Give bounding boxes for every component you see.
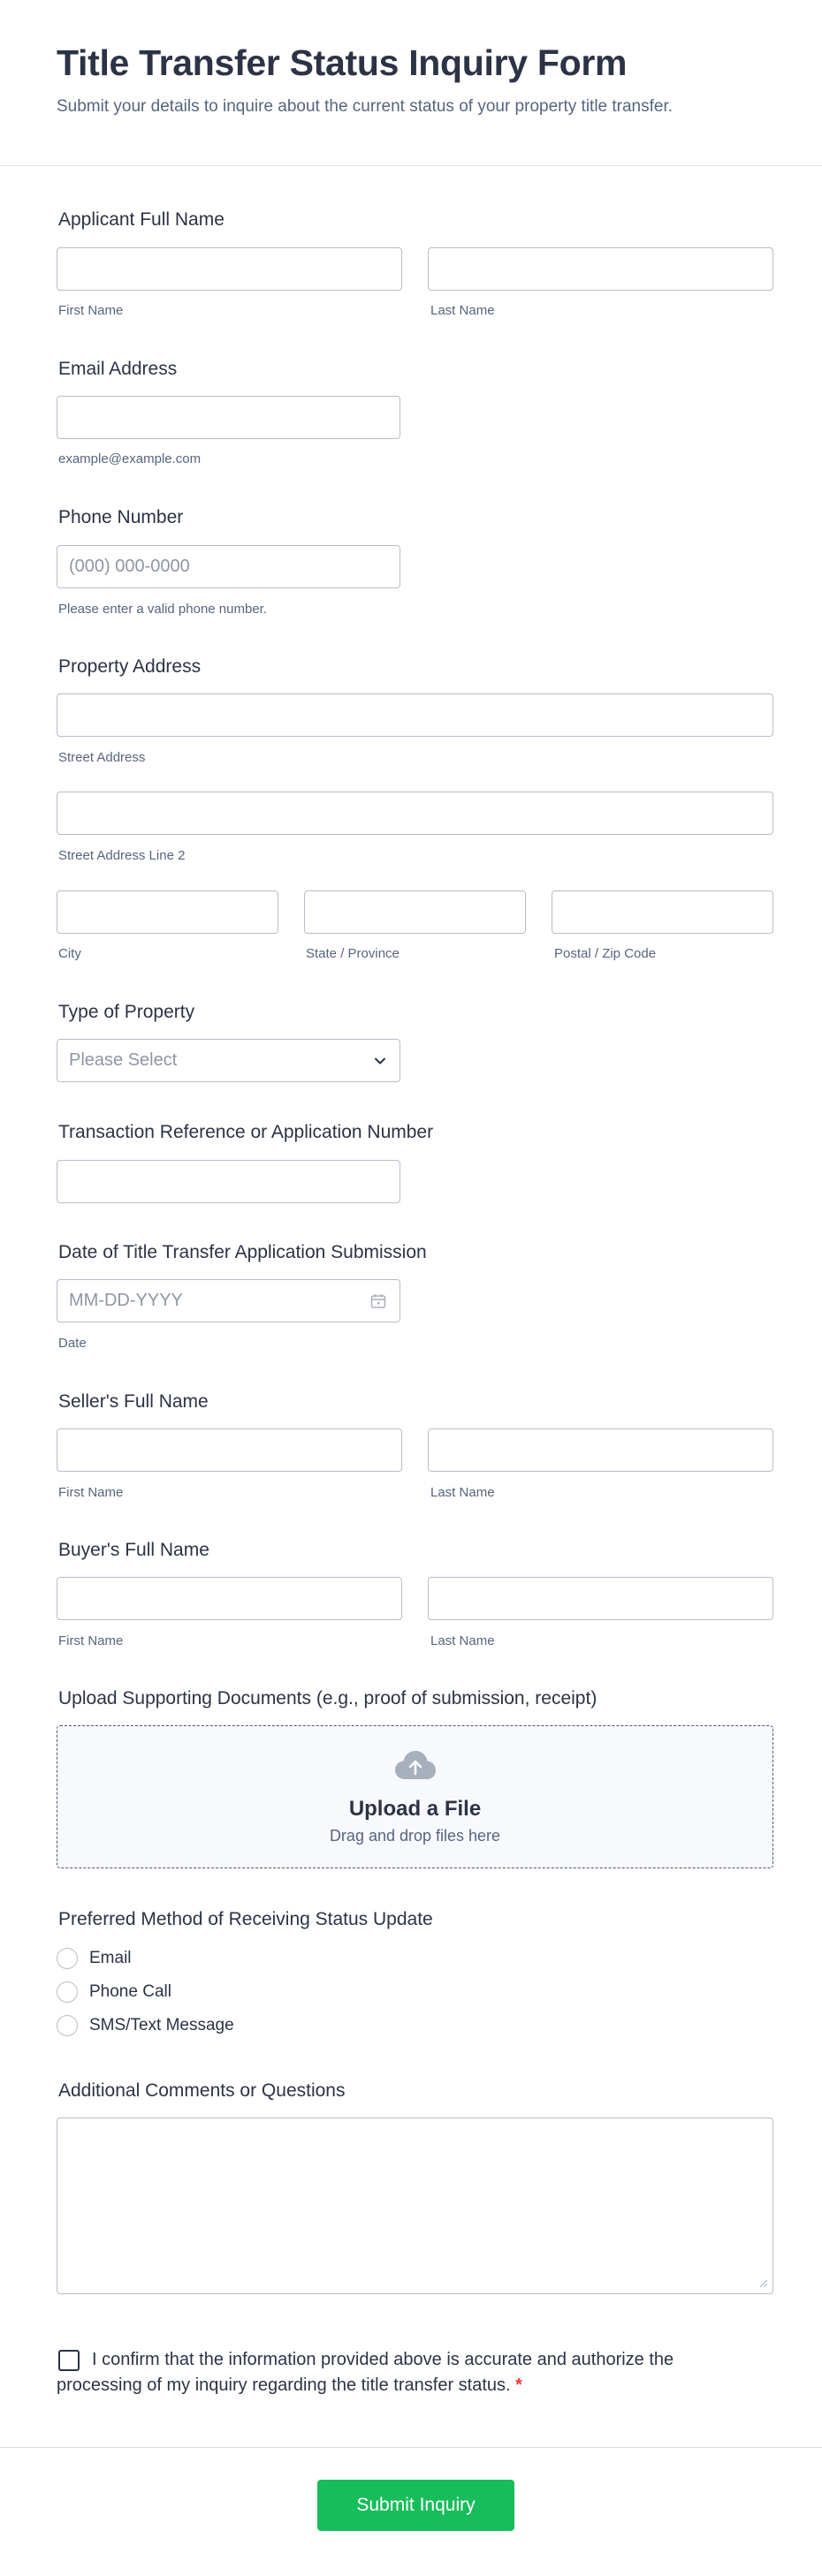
cloud-upload-icon — [393, 1749, 438, 1783]
form-header — [0, 0, 822, 166]
street-address-sublabel: Street Address — [58, 750, 146, 765]
date-placeholder: MM-DD-YYYY — [69, 1291, 183, 1310]
city-input[interactable] — [57, 890, 278, 934]
consent-statement — [57, 2347, 728, 2398]
buyer-first-name-sublabel: First Name — [58, 1633, 124, 1648]
buyer-first-name-input[interactable] — [57, 1577, 402, 1620]
zip-sublabel: Postal / Zip Code — [554, 946, 657, 961]
state-sublabel: State / Province — [306, 946, 400, 961]
resize-grip-icon[interactable] — [757, 2277, 768, 2288]
buyer-name-label: Buyer's Full Name — [58, 1540, 209, 1560]
buyer-last-name-input[interactable] — [428, 1577, 773, 1620]
seller-last-name-sublabel: Last Name — [430, 1485, 495, 1500]
radio-button[interactable] — [57, 1981, 78, 2003]
state-input[interactable] — [304, 890, 526, 934]
applicant-last-name-sublabel: Last Name — [430, 303, 495, 318]
file-upload-dropzone[interactable] — [57, 1725, 773, 1868]
city-sublabel: City — [58, 946, 81, 961]
comments-label: Additional Comments or Questions — [58, 2080, 346, 2101]
page-title: Title Transfer Status Inquiry Form — [57, 42, 628, 83]
comments-textarea[interactable] — [57, 2118, 773, 2294]
page-subtitle: Submit your details to inquire about the current status of your property title transfer. — [57, 97, 674, 116]
street-address-line2-sublabel: Street Address Line 2 — [58, 848, 186, 863]
zip-input[interactable] — [552, 890, 773, 934]
radio-option-label: Email — [89, 1949, 132, 1967]
reference-input[interactable] — [57, 1160, 400, 1203]
calendar-icon[interactable] — [369, 1292, 387, 1310]
phone-input[interactable] — [57, 545, 400, 588]
seller-first-name-input[interactable] — [57, 1428, 402, 1472]
reference-label: Transaction Reference or Application Number — [58, 1122, 434, 1142]
email-label: Email Address — [58, 359, 178, 379]
buyer-last-name-sublabel: Last Name — [430, 1633, 495, 1648]
property-address-label: Property Address — [58, 656, 202, 677]
phone-label: Phone Number — [58, 507, 184, 527]
submit-button[interactable]: Submit Inquiry — [317, 2480, 514, 2531]
applicant-name-label: Applicant Full Name — [58, 209, 225, 230]
radio-button[interactable] — [57, 1948, 78, 1969]
upload-label: Upload Supporting Documents (e.g., proof of submission, receipt) — [58, 1688, 597, 1708]
submission-date-input[interactable] — [57, 1279, 400, 1322]
required-asterisk: * — [515, 2375, 522, 2395]
submission-date-sublabel: Date — [58, 1336, 87, 1351]
property-type-selected-value: Please Select — [69, 1050, 178, 1070]
street-address-input[interactable] — [57, 693, 773, 737]
street-address-line2-input[interactable] — [57, 792, 773, 835]
seller-last-name-input[interactable] — [428, 1428, 773, 1472]
radio-option-sms[interactable] — [57, 2014, 251, 2037]
applicant-first-name-input[interactable] — [57, 247, 402, 291]
footer-divider — [0, 2447, 822, 2448]
seller-name-label: Seller's Full Name — [58, 1391, 209, 1412]
applicant-first-name-sublabel: First Name — [58, 303, 124, 318]
radio-option-label: Phone Call — [89, 1982, 171, 2001]
property-type-select[interactable] — [57, 1039, 400, 1082]
email-sublabel: example@example.com — [58, 451, 202, 466]
email-input[interactable] — [57, 396, 400, 439]
chevron-down-icon — [371, 1052, 389, 1070]
radio-option-phone-call[interactable] — [57, 1981, 198, 2004]
phone-sublabel: Please enter a valid phone number. — [58, 602, 267, 617]
upload-subtitle: Drag and drop files here — [329, 1827, 501, 1845]
consent-text: I confirm that the information provided above is accurate and authorize the processing of my inquiry regarding the title transfer status. — [57, 2350, 674, 2395]
submission-date-label: Date of Title Transfer Application Submission — [58, 1242, 427, 1262]
upload-title: Upload a File — [348, 1797, 482, 1821]
radio-button[interactable] — [57, 2015, 78, 2036]
update-method-label: Preferred Method of Receiving Status Update — [58, 1909, 433, 1929]
applicant-last-name-input[interactable] — [428, 247, 773, 291]
seller-first-name-sublabel: First Name — [58, 1485, 124, 1500]
property-type-label: Type of Property — [58, 1002, 195, 1022]
radio-option-label: SMS/Text Message — [89, 2016, 234, 2034]
radio-option-email[interactable] — [57, 1947, 163, 1970]
